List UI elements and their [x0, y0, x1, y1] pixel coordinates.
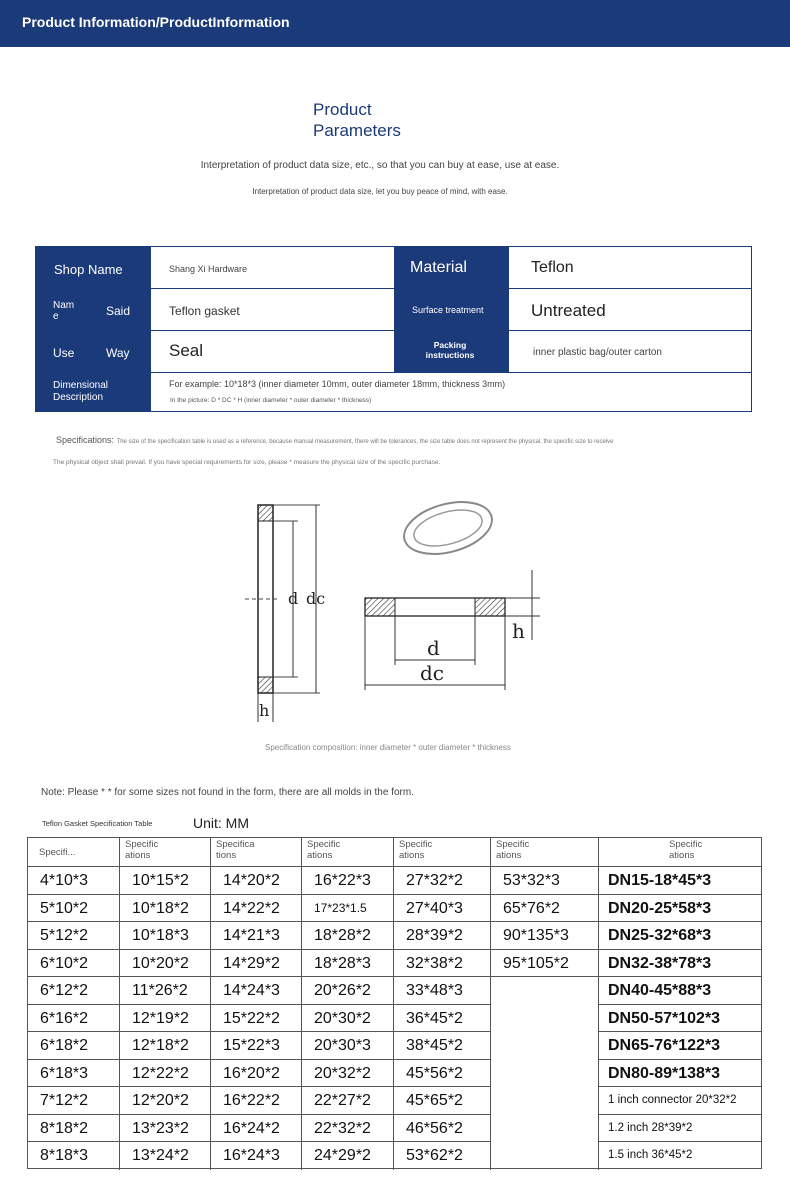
shop-name-value-cell: [151, 247, 394, 289]
packing-label-part1: Packing: [433, 340, 467, 350]
table-cell: 13*23*2: [120, 1115, 211, 1143]
table-cell: 14*21*3: [211, 922, 302, 950]
table-cell: DN40-45*88*3: [599, 977, 761, 1005]
packing-value-cell: [509, 331, 751, 373]
table-cell: 12*19*2: [120, 1005, 211, 1033]
table-cell: 8*18*3: [28, 1142, 120, 1170]
table-cell: DN20-25*58*3: [599, 895, 761, 923]
table-cell: 45*56*2: [394, 1060, 491, 1088]
front-label-dc: dc: [420, 661, 445, 685]
table-cell: [491, 1005, 599, 1033]
side-label-h: h: [259, 701, 270, 720]
table-cell: DN32-38*78*3: [599, 950, 761, 978]
front-view-drawing: [365, 570, 540, 690]
table-cell: 20*26*2: [302, 977, 394, 1005]
table-cell: 17*23*1.5: [302, 895, 394, 923]
table-header-cell: Specific ations: [120, 838, 211, 867]
table-cell: 95*105*2: [491, 950, 599, 978]
side-label-dc: dc: [306, 589, 326, 608]
section-title: [313, 99, 453, 141]
table-cell: 5*10*2: [28, 895, 120, 923]
dimension-label-part2: Description: [53, 392, 104, 403]
table-cell: 10*18*2: [120, 895, 211, 923]
use-value: Seal: [169, 341, 204, 360]
table-cell: 16*22*2: [211, 1087, 302, 1115]
surface-label-cell: [394, 289, 509, 331]
table-header-cell: Specifica tions: [211, 838, 302, 867]
table-cell: [491, 1032, 599, 1060]
table-cell: 20*30*3: [302, 1032, 394, 1060]
table-cell: 22*32*2: [302, 1115, 394, 1143]
material-label: Material: [410, 259, 467, 276]
side-view-drawing: [245, 505, 325, 722]
table-cell: [491, 1115, 599, 1143]
table-cell: DN65-76*122*3: [599, 1032, 761, 1060]
table-cell: 27*32*2: [394, 867, 491, 895]
table-cell: 20*32*2: [302, 1060, 394, 1088]
table-cell: 11*26*2: [120, 977, 211, 1005]
table-cell: 28*39*2: [394, 922, 491, 950]
specification-table: [27, 837, 762, 1169]
molds-note: Note: Please * * for some sizes not found in the form, there are all molds in the form.: [41, 787, 414, 798]
table-cell: 12*18*2: [120, 1032, 211, 1060]
use-label-part1: Use: [53, 346, 75, 360]
table-cell: 18*28*3: [302, 950, 394, 978]
surface-value: Untreated: [531, 301, 606, 320]
ring-illustration: [398, 493, 497, 563]
use-label-part2: Way: [106, 346, 130, 360]
table-cell: 6*12*2: [28, 977, 120, 1005]
table-cell: 14*22*2: [211, 895, 302, 923]
table-cell: 45*65*2: [394, 1087, 491, 1115]
table-cell: DN15-18*45*3: [599, 867, 761, 895]
diagram-caption: Specification composition: inner diameter * outer diameter * thickness: [265, 743, 511, 752]
table-cell: 16*24*3: [211, 1142, 302, 1170]
packing-label-cell: [394, 331, 509, 373]
table-cell: DN25-32*68*3: [599, 922, 761, 950]
table-cell: 16*22*3: [302, 867, 394, 895]
shop-name-value: Shang Xi Hardware: [169, 264, 248, 274]
material-label-cell: [394, 247, 509, 289]
table-cell: DN80-89*138*3: [599, 1060, 761, 1088]
table-cell: 12*20*2: [120, 1087, 211, 1115]
table-cell: DN50-57*102*3: [599, 1005, 761, 1033]
table-cell: 16*20*2: [211, 1060, 302, 1088]
table-caption: Teflon Gasket Specification Table: [42, 819, 153, 828]
table-cell: 53*32*3: [491, 867, 599, 895]
material-value-cell: [509, 247, 751, 289]
dimension-value-cell: [151, 373, 751, 411]
table-header-cell: Specifi...: [28, 838, 120, 867]
specifications-note-text: The size of the specification table is used as a reference, because manual measurement, there will be tolerances, the size table does not represent the physical, the specific size to receive: [116, 439, 614, 445]
surface-value-cell: [509, 289, 751, 331]
table-header-cell: Specific ations: [491, 838, 599, 867]
dimension-label-part1: Dimensional: [53, 380, 109, 391]
table-cell: [491, 1060, 599, 1088]
use-value-cell: [151, 331, 394, 373]
table-cell: 4*10*3: [28, 867, 120, 895]
table-cell: [491, 977, 599, 1005]
table-cell: 1 inch connector 20*32*2: [599, 1087, 761, 1115]
table-cell: 6*18*3: [28, 1060, 120, 1088]
dimension-value-example: For example: 10*18*3 (inner diameter 10mm, outer diameter 18mm, thickness 3mm): [169, 379, 506, 389]
table-cell: 46*56*2: [394, 1115, 491, 1143]
table-cell: 22*27*2: [302, 1087, 394, 1115]
name-label-part2: e: [53, 311, 59, 322]
packing-label-part2: instructions: [425, 350, 475, 360]
table-cell: 10*18*3: [120, 922, 211, 950]
specifications-label: Specifications:: [56, 435, 115, 445]
table-cell: 1.2 inch 28*39*2: [599, 1115, 761, 1143]
table-cell: 32*38*2: [394, 950, 491, 978]
table-cell: 10*15*2: [120, 867, 211, 895]
side-label-d: d: [288, 589, 299, 608]
table-cell: 14*29*2: [211, 950, 302, 978]
table-cell: 10*20*2: [120, 950, 211, 978]
intro-subtitle: Interpretation of product data size, etc., so that you can buy at ease, use at ease.: [200, 160, 560, 171]
name-value-cell: [151, 289, 394, 331]
table-cell: 6*16*2: [28, 1005, 120, 1033]
shop-name-label-cell: [36, 247, 151, 289]
table-cell: 24*29*2: [302, 1142, 394, 1170]
table-cell: 6*10*2: [28, 950, 120, 978]
table-unit: Unit: MM: [193, 815, 249, 831]
table-cell: 14*20*2: [211, 867, 302, 895]
table-cell: 16*24*2: [211, 1115, 302, 1143]
gasket-diagram: [220, 490, 560, 730]
table-cell: 7*12*2: [28, 1087, 120, 1115]
name-label-part1: Nam: [53, 300, 75, 311]
table-cell: 27*40*3: [394, 895, 491, 923]
table-cell: 33*48*3: [394, 977, 491, 1005]
table-header-cell: Specific ations: [302, 838, 394, 867]
table-cell: 15*22*2: [211, 1005, 302, 1033]
specifications-note-line2: The physical object shall prevail. If you have special requirements for size, please * measure the physical size of the specific purchase.: [53, 459, 441, 466]
table-cell: 5*12*2: [28, 922, 120, 950]
table-cell: 6*18*2: [28, 1032, 120, 1060]
table-cell: 14*24*3: [211, 977, 302, 1005]
table-cell: 38*45*2: [394, 1032, 491, 1060]
section-title-line1: Product: [313, 100, 372, 119]
dimension-value-picture: In the picture: D * DC * H (inner diameter * outer diameter * thickness): [170, 397, 372, 404]
table-cell: 36*45*2: [394, 1005, 491, 1033]
material-value: Teflon: [531, 259, 574, 276]
section-title-line2: Parameters: [313, 121, 401, 140]
table-cell: 15*22*3: [211, 1032, 302, 1060]
table-header-cell: Specific ations: [394, 838, 491, 867]
table-cell: 8*18*2: [28, 1115, 120, 1143]
specifications-note: [56, 435, 613, 445]
table-cell: 90*135*3: [491, 922, 599, 950]
name-value: Teflon gasket: [169, 304, 240, 318]
table-cell: 13*24*2: [120, 1142, 211, 1170]
table-cell: 65*76*2: [491, 895, 599, 923]
front-label-h: h: [512, 619, 525, 643]
name-label-part3: Said: [106, 304, 131, 318]
name-label-cell: [36, 289, 151, 331]
header-title: Product Information/ProductInformation: [22, 14, 290, 30]
use-label-cell: [36, 331, 151, 373]
table-cell: [491, 1087, 599, 1115]
header-bar: [0, 0, 790, 47]
surface-label: Surface treatment: [412, 305, 484, 315]
table-cell: 12*22*2: [120, 1060, 211, 1088]
packing-value: inner plastic bag/outer carton: [533, 347, 662, 358]
table-cell: [491, 1142, 599, 1170]
table-header-cell: Specific ations: [599, 838, 761, 867]
front-label-d: d: [427, 636, 440, 660]
intro-subtitle-small: Interpretation of product data size, let you buy peace of mind, with ease.: [252, 187, 508, 196]
table-cell: 20*30*2: [302, 1005, 394, 1033]
shop-name-label: Shop Name: [54, 262, 123, 277]
table-cell: 1.5 inch 36*45*2: [608, 1149, 693, 1161]
table-cell: 53*62*2: [394, 1142, 491, 1170]
dimension-label-cell: [36, 373, 151, 411]
table-cell: 18*28*2: [302, 922, 394, 950]
product-info-table: [35, 246, 752, 412]
